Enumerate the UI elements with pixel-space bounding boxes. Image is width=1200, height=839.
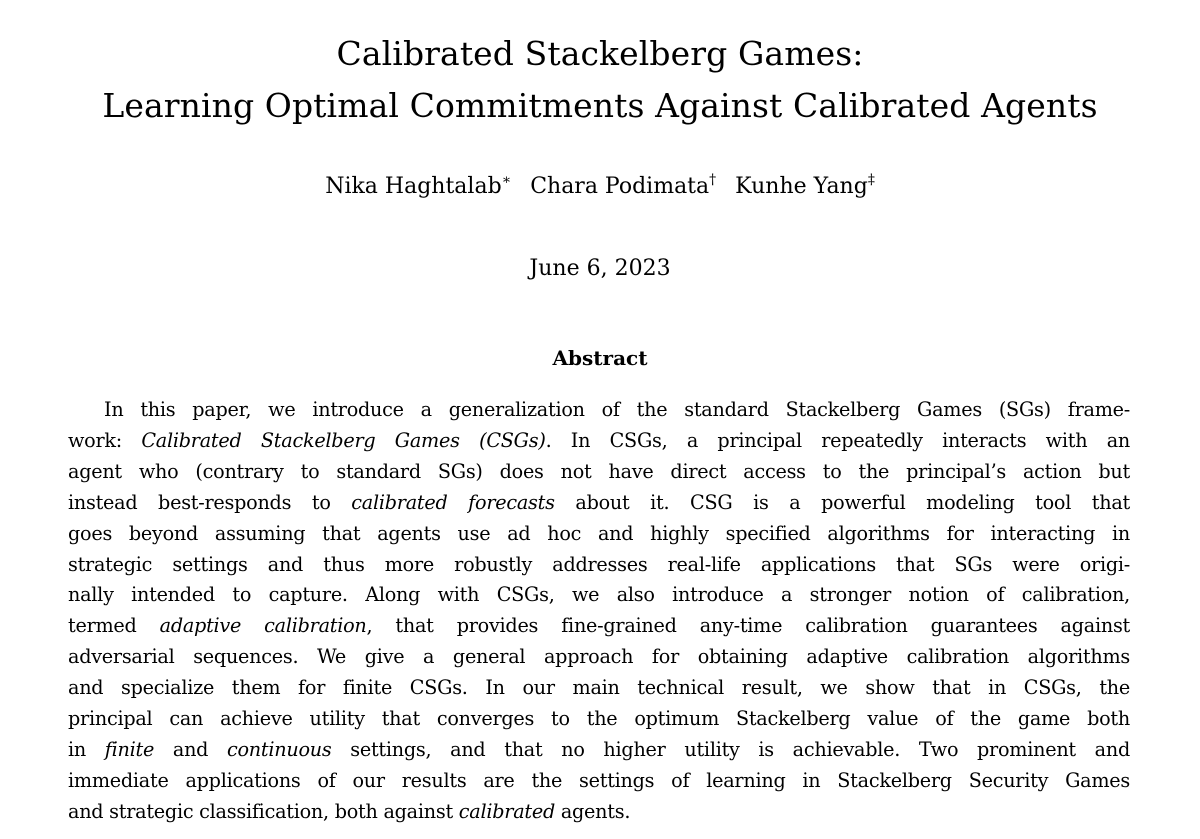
abstract-body: [68, 395, 1130, 828]
emphasized-term: finite: [104, 737, 155, 761]
abstract-line: adversarial sequences. We give a general approach for obtaining adaptive calibration algorithms: [68, 645, 1130, 669]
abstract-line: principal can achieve utility that converges to the optimum Stackelberg value of the game both: [68, 707, 1130, 731]
abstract-line: strategic settings and thus more robustly addresses real-life applications that SGs were origi-: [68, 552, 1130, 576]
abstract-line: immediate applications of our results are the settings of learning in Stackelberg Security Games: [68, 768, 1130, 792]
abstract-line: In this paper, we introduce a generalization of the standard Stackelberg Games (SGs) frame-: [104, 398, 1130, 421]
abstract-heading: Abstract: [552, 346, 648, 370]
abstract-line: work: Calibrated Stackelberg Games (CSGs). In CSGs, a principal repeatedly interacts with an: [68, 428, 1130, 452]
emphasized-term: calibrated forecasts: [351, 490, 555, 514]
author-1: Nika Haghtalab∗: [325, 172, 512, 199]
affiliation-mark: †: [709, 172, 717, 188]
author-3: Kunhe Yang‡: [735, 172, 875, 199]
emphasized-term: adaptive calibration: [159, 614, 367, 638]
emphasized-term: calibrated: [458, 799, 555, 823]
publication-date: June 6, 2023: [529, 256, 671, 281]
affiliation-mark: ∗: [501, 172, 512, 188]
emphasized-term: Calibrated Stackelberg Games (CSGs): [141, 428, 546, 452]
title-line-1: Calibrated Stackelberg Games:: [336, 34, 864, 73]
paper-title: [0, 32, 1200, 128]
abstract-line: goes beyond assuming that agents use ad hoc and highly specified algorithms for interacting in: [68, 521, 1130, 545]
abstract-line: instead best-responds to calibrated forecasts about it. CSG is a powerful modeling tool that: [68, 490, 1130, 514]
abstract-line: and strategic classification, both against calibrated agents.: [68, 799, 631, 823]
abstract-line: in finite and continuous settings, and that no higher utility is achievable. Two prominent and: [68, 737, 1130, 761]
abstract-line: and specialize them for finite CSGs. In our main technical result, we show that in CSGs, the: [68, 676, 1130, 700]
affiliation-mark: ‡: [867, 172, 875, 188]
abstract-line: termed adaptive calibration, that provides fine-grained any-time calibration guarantees against: [68, 614, 1130, 638]
author-list: [0, 172, 1200, 202]
abstract-line: agent who (contrary to standard SGs) does not have direct access to the principal’s action but: [68, 459, 1130, 483]
author-2: Chara Podimata†: [530, 172, 717, 199]
title-line-2: Learning Optimal Commitments Against Calibrated Agents: [102, 86, 1098, 125]
emphasized-term: continuous: [226, 737, 332, 761]
abstract-line: nally intended to capture. Along with CSGs, we also introduce a stronger notion of calibration,: [68, 583, 1130, 607]
